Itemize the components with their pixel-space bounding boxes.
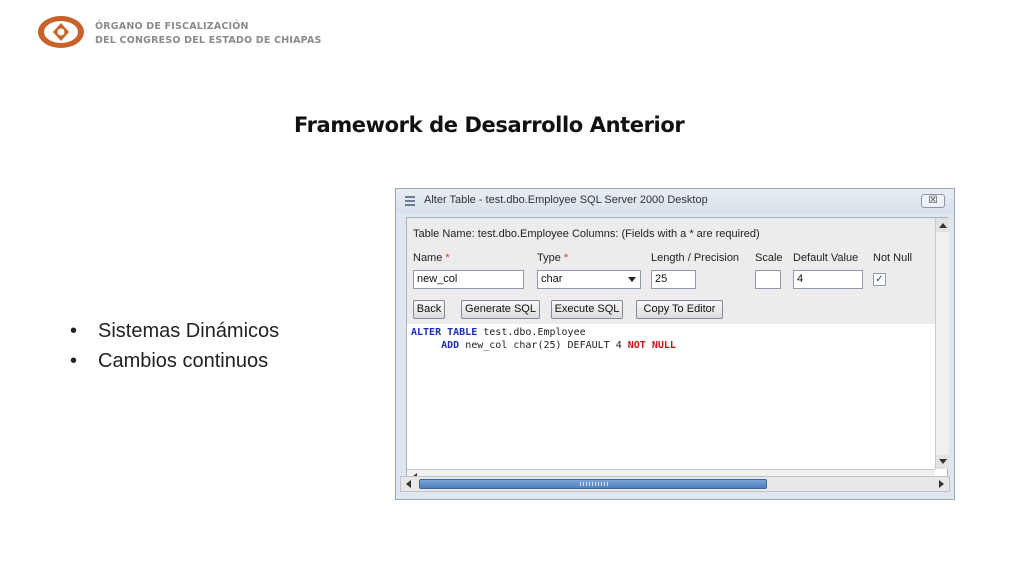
not-null-label: Not Null [873, 252, 913, 264]
table-info-label: Table Name: test.dbo.Employee Columns: (Fields with a * are required) [413, 228, 760, 240]
sql-editor[interactable] [411, 326, 676, 352]
organization-name-line1: ÓRGANO DE FISCALIZACIÓN [95, 21, 249, 32]
bullet-item [70, 346, 279, 376]
sql-line [411, 339, 676, 352]
sql-text: test.dbo.Employee [477, 327, 586, 338]
scroll-up-button[interactable] [936, 218, 949, 232]
arrow-left-icon [406, 480, 411, 488]
alter-table-window [395, 188, 955, 500]
generate-sql-button[interactable]: Generate SQL [461, 300, 540, 319]
bullet-list [70, 316, 279, 376]
execute-sql-button[interactable]: Execute SQL [551, 300, 623, 319]
scale-label: Scale [755, 252, 783, 264]
grip-icon [580, 482, 610, 486]
required-mark: * [563, 252, 569, 264]
column-form [407, 218, 935, 324]
organization-name-line2: DEL CONGRESO DEL ESTADO DE CHIAPAS [95, 35, 322, 46]
sql-keyword: ADD [441, 340, 460, 351]
sql-text: new_col char(25) DEFAULT 4 [459, 340, 628, 351]
type-label [537, 252, 568, 264]
window-titlebar[interactable] [396, 189, 954, 213]
close-button[interactable]: ☒ [921, 194, 945, 208]
required-mark: * [445, 252, 450, 264]
sql-indent [411, 340, 441, 351]
scrollbar-thumb[interactable] [419, 479, 767, 489]
bullet-icon: • [70, 350, 78, 372]
organization-name [95, 20, 322, 48]
type-select[interactable] [537, 270, 641, 289]
scroll-left-button[interactable] [403, 479, 415, 490]
scale-input[interactable] [755, 270, 781, 289]
copy-to-editor-button[interactable]: Copy To Editor [636, 300, 723, 319]
vertical-scrollbar[interactable] [935, 218, 949, 469]
chevron-down-icon [628, 277, 636, 282]
horizontal-scrollbar[interactable] [400, 476, 950, 492]
table-app-icon [404, 195, 416, 207]
back-button[interactable]: Back [413, 300, 445, 319]
arrow-up-icon [939, 223, 947, 228]
default-value-label: Default Value [793, 252, 859, 264]
type-label-text: Type [537, 252, 561, 264]
bullet-text: Cambios continuos [98, 350, 269, 372]
arrow-down-icon [939, 459, 947, 464]
slide-title: Framework de Desarrollo Anterior [294, 113, 685, 137]
name-input[interactable]: new_col [413, 270, 524, 289]
default-value-input[interactable]: 4 [793, 270, 863, 289]
bullet-item [70, 316, 279, 346]
scroll-right-button[interactable] [935, 479, 947, 490]
dialog-client-area [406, 217, 948, 487]
sql-keyword-constraint: NOT NULL [627, 340, 676, 351]
org-seal-logo-icon [36, 14, 86, 50]
bullet-icon: • [70, 320, 78, 342]
scroll-down-button[interactable] [936, 455, 949, 469]
window-title: Alter Table - test.dbo.Employee SQL Server 2000 Desktop [424, 194, 708, 206]
length-label: Length / Precision [651, 252, 740, 264]
type-select-value: char [541, 273, 563, 285]
name-label [413, 252, 450, 264]
not-null-checkbox[interactable]: ✓ [873, 273, 886, 286]
sql-keyword: ALTER TABLE [411, 327, 478, 338]
length-input[interactable]: 25 [651, 270, 696, 289]
bullet-text: Sistemas Dinámicos [98, 320, 280, 342]
arrow-right-icon [939, 480, 944, 488]
name-label-text: Name [413, 252, 443, 264]
sql-line [411, 326, 676, 339]
